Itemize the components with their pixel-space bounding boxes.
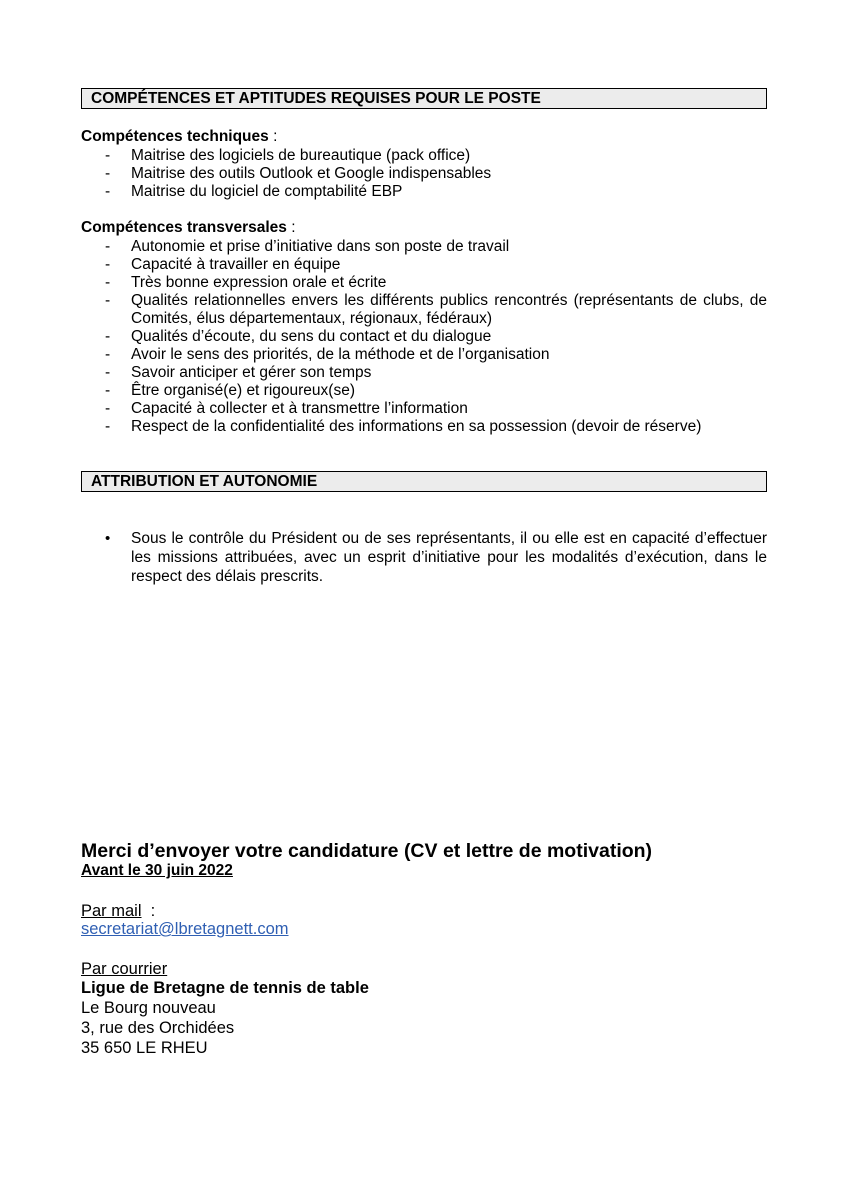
mail-suffix: : xyxy=(141,902,156,920)
dash-bullet: - xyxy=(105,328,111,345)
subheading-suffix: : xyxy=(268,128,278,145)
organization-name: Ligue de Bretagne de tennis de table xyxy=(81,979,369,997)
list-item: - Maitrise des outils Outlook et Google indispensables xyxy=(105,165,492,182)
address-line-1: Le Bourg nouveau xyxy=(81,999,216,1017)
bullet-text: Sous le contrôle du Président ou de ses représentants, il ou elle est en capacité d’effectuer les missions attribuées, avec un esprit d’initiative pour les modalités d’exécution, dans le respect des délais prescrits. xyxy=(131,530,767,585)
section-title: COMPÉTENCES ET APTITUDES REQUISES POUR LE POSTE xyxy=(91,90,541,107)
subheading-tech-skills xyxy=(81,128,277,146)
tech-skills-list xyxy=(81,147,767,201)
dash-bullet: - xyxy=(105,183,111,200)
dash-bullet: - xyxy=(105,364,111,381)
section-header-attribution xyxy=(81,471,767,492)
bullet-dot: • xyxy=(105,530,111,547)
attribution-bullet xyxy=(81,529,767,586)
dash-bullet: - xyxy=(105,346,111,363)
email-line xyxy=(81,920,289,939)
dash-bullet: - xyxy=(105,418,111,435)
transversal-skills-list xyxy=(81,238,767,436)
post-label-line xyxy=(81,960,167,979)
mail-label-line xyxy=(81,902,155,921)
mail-label: Par mail xyxy=(81,902,142,920)
list-item: - Capacité à travailler en équipe xyxy=(105,256,341,273)
list-item: - Qualités relationnelles envers les différents publics rencontrés (représentants de clubs, de Comités, élus départementaux, régionaux, fédéraux) xyxy=(105,292,767,327)
address-line-2: 3, rue des Orchidées xyxy=(81,1019,235,1037)
dash-bullet: - xyxy=(105,400,111,417)
dash-bullet: - xyxy=(105,274,111,291)
list-item: - Capacité à collecter et à transmettre l’information xyxy=(105,400,468,417)
post-label: Par courrier xyxy=(81,960,168,978)
subheading-transversal-skills xyxy=(81,219,296,237)
dash-bullet: - xyxy=(105,147,111,164)
subheading-suffix: : xyxy=(286,219,296,236)
deadline: Avant le 30 juin 2022 xyxy=(81,862,233,879)
dash-bullet: - xyxy=(105,165,111,182)
list-item: - Savoir anticiper et gérer son temps xyxy=(105,364,372,381)
list-item: - Maitrise du logiciel de comptabilité EBP xyxy=(105,183,403,200)
dash-bullet: - xyxy=(105,238,111,255)
dash-bullet: - xyxy=(105,382,111,399)
list-item: - Maitrise des logiciels de bureautique (pack office) xyxy=(105,147,471,164)
dash-bullet: - xyxy=(105,292,111,309)
dash-bullet: - xyxy=(105,256,111,273)
subheading-label: Compétences transversales xyxy=(81,219,287,236)
subheading-label: Compétences techniques xyxy=(81,128,269,145)
list-item: - Avoir le sens des priorités, de la méthode et de l’organisation xyxy=(105,346,550,363)
list-item: - Être organisé(e) et rigoureux(se) xyxy=(105,382,355,399)
email-link[interactable]: secretariat@lbretagnett.com xyxy=(81,920,289,938)
address-line-3: 35 650 LE RHEU xyxy=(81,1039,208,1057)
application-heading: Merci d’envoyer votre candidature (CV et lettre de motivation) xyxy=(81,840,653,862)
section-header-competences xyxy=(81,88,767,109)
list-item: - Autonomie et prise d’initiative dans son poste de travail xyxy=(105,238,510,255)
list-item: - Qualités d’écoute, du sens du contact et du dialogue xyxy=(105,328,492,345)
list-item: - Respect de la confidentialité des informations en sa possession (devoir de réserve) xyxy=(105,418,702,435)
section-title: ATTRIBUTION ET AUTONOMIE xyxy=(91,473,318,490)
list-item: - Très bonne expression orale et écrite xyxy=(105,274,387,291)
